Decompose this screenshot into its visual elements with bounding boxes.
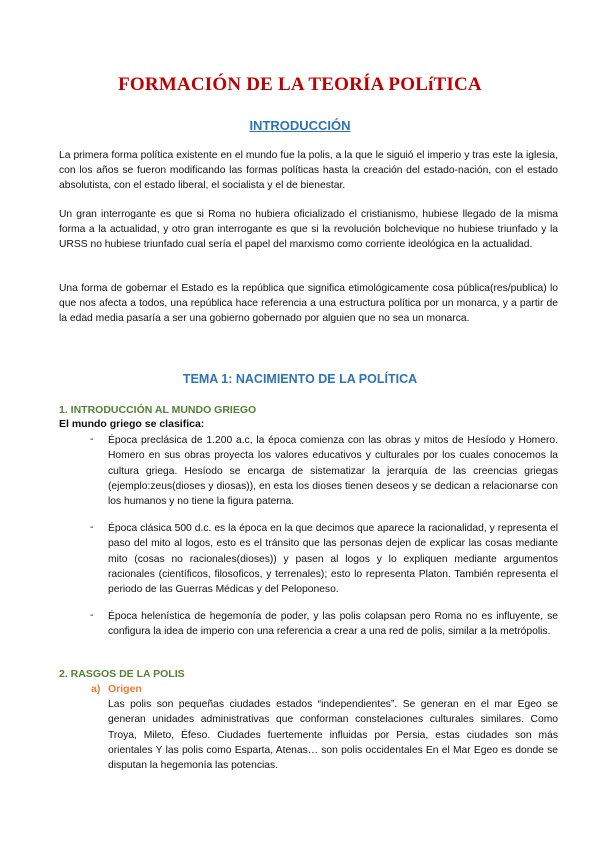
intro-paragraph-1: La primera forma política existente en el mundo fue la polis, a la que le siguió el imperio y tras este la iglesia, con los años se fueron modificando las formas políticas hasta la creación del estado-nación, con el estado absolutista, con el estado liberal, el socialista y el de bienestar. bbox=[59, 150, 558, 191]
origen-paragraph: Las polis son pequeñas ciudades estados “independientes”. Se generan en el mar Egeo se generan unidades administrativas que conforman constelaciones culturales similares. Como Troya, Mileto, Éfeso. Ciudades fuertemente influidas por Persia, estas ciudades son más orientales Y las polis como Esparta, Atenas… son polis occidentales En el Mar Egeo es donde se disputan la hegemonía las potencias. bbox=[108, 699, 558, 772]
bullet-clasica: Época clásica 500 d.c. es la época en la que decimos que aparece la racionalidad, y representa el paso del mito al logos, esto es el tránsito que las personas dejen de explicar las cosas mediante mito (cosas no racionales(dioses)) y pasen al logos y lo expliquen mediante argumentos racionales (científicos, filosoficos, y terrenales); esto lo representa Platon. También representa el periodo de las Guerras Médicas y del Peloponeso. bbox=[108, 523, 558, 596]
document-title: FORMACIÓN DE LA TEORÍA POLíTICA bbox=[118, 74, 482, 95]
bullet-preclasica: Época preclásica de 1.200 a.c, la época comienza con las obras y mitos de Hesíodo y Homero. Homero en sus obras proyecta los valores educativos y culturales por los cuales conocemos la cultura griega. Hesíodo se encarga de sistematizar la jerarquía de las creencias griegas (ejemplo:zeus(dioses y diosas)), en esta los dioses tienen deseos y se dedican a relacionarse con los humanos y no tiene la figura paterna. bbox=[108, 435, 558, 508]
intro-heading: INTRODUCCIÓN bbox=[249, 118, 351, 133]
subsection-marker: a) bbox=[91, 683, 101, 695]
section-1-heading: 1. INTRODUCCIÓN AL MUNDO GRIEGO bbox=[59, 404, 257, 416]
bullet-helenistica: Época helenística de hegemonía de poder, y las polis colapsan pero Roma no es influyente, se configura la idea de imperio con una referencia a crear a una red de polis, similar a la metrópolis. bbox=[108, 611, 558, 638]
intro-paragraph-2: Un gran interrogante es que si Roma no hubiera oficializado el cristianismo, hubiese llegado de la misma forma a la actualidad, y otro gran interrogante es que si la revolución bolchevique no hubiese triunfado y la URSS no hubiese triunfado cual sería el papel del marxismo como corriente ideológica en la actualidad. bbox=[59, 209, 558, 250]
bullet-marker: - bbox=[90, 433, 94, 445]
subsection-heading-origen: Origen bbox=[108, 683, 142, 695]
intro-paragraph-3: Una forma de gobernar el Estado es la república que significa etimológicamente cosa pública(res/publica) lo que nos afecta a todos, una república hace referencia a una estructura política por un monarca, y a partir de la edad media pasaría a ser una gobierno gobernado por alguien que no sea un monarca. bbox=[59, 283, 558, 324]
section-2-heading: 2. RASGOS DE LA POLIS bbox=[59, 668, 185, 680]
bullet-marker: - bbox=[90, 521, 94, 533]
section-1-lead: El mundo griego se clasifica: bbox=[59, 418, 205, 430]
tema-heading: TEMA 1: NACIMIENTO DE LA POLÍTICA bbox=[182, 372, 418, 386]
bullet-marker: - bbox=[90, 609, 94, 621]
